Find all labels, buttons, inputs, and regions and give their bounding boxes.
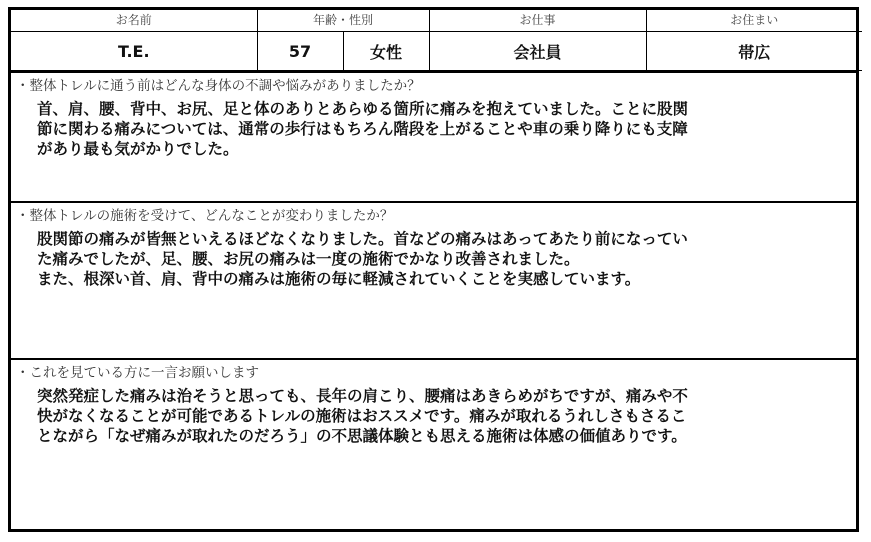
answer-message: 突然発症した痛みは治そうと思っても、長年の肩こり、腰痛はあきらめがちですが、痛みや不 快がなくなることが可能であるトレルの施術はおススメです。痛みが取れるうれしさもさるこ とながら「なぜ痛みが取れたのだろう」の不思議体験とも思える施術は体感の価値ありです。 (37, 387, 688, 445)
question-message: ・これを見ている方に一言お願いします (16, 365, 259, 381)
name-value: T.E. (11, 32, 257, 71)
age-gender-header: 年齢・性別 (257, 10, 429, 32)
testimonial-sheet (8, 7, 859, 532)
name-header: お名前 (11, 10, 257, 32)
qa-section-before (11, 71, 856, 201)
answer-changes: 股関節の痛みが皆無といえるほどなくなりました。首などの痛みはあってあたり前になってい た痛みでしたが、足、腰、お尻の痛みは一度の施術でかなり改善されました。 また、根深い首、肩、背中の痛みは施術の毎に軽減されていくことを実感しています。 (37, 230, 688, 288)
job-header: お仕事 (429, 10, 646, 32)
job-value: 会社員 (429, 32, 646, 71)
profile-table (11, 10, 862, 71)
question-changes: ・整体トレルの施術を受けて、どんなことが変わりましたか？ (16, 208, 394, 224)
qa-section-changes (11, 201, 856, 358)
profile-value-row (11, 32, 862, 71)
residence-value: 帯広 (646, 32, 862, 71)
question-before: ・整体トレルに通う前はどんな身体の不調や悩みがありましたか？ (16, 78, 421, 94)
qa-section-message (11, 358, 856, 531)
profile-header-row (11, 10, 862, 32)
answer-before: 首、肩、腰、背中、お尻、足と体のありとあらゆる箇所に痛みを抱えていました。ことに股関 節に関わる痛みについては、通常の歩行はもちろん階段を上がることや車の乗り降りにも支障 があり最も気がかりでした。 (37, 100, 689, 158)
residence-header: お住まい (646, 10, 862, 32)
gender-value: 女性 (343, 32, 429, 71)
age-value: 57 (257, 32, 343, 71)
